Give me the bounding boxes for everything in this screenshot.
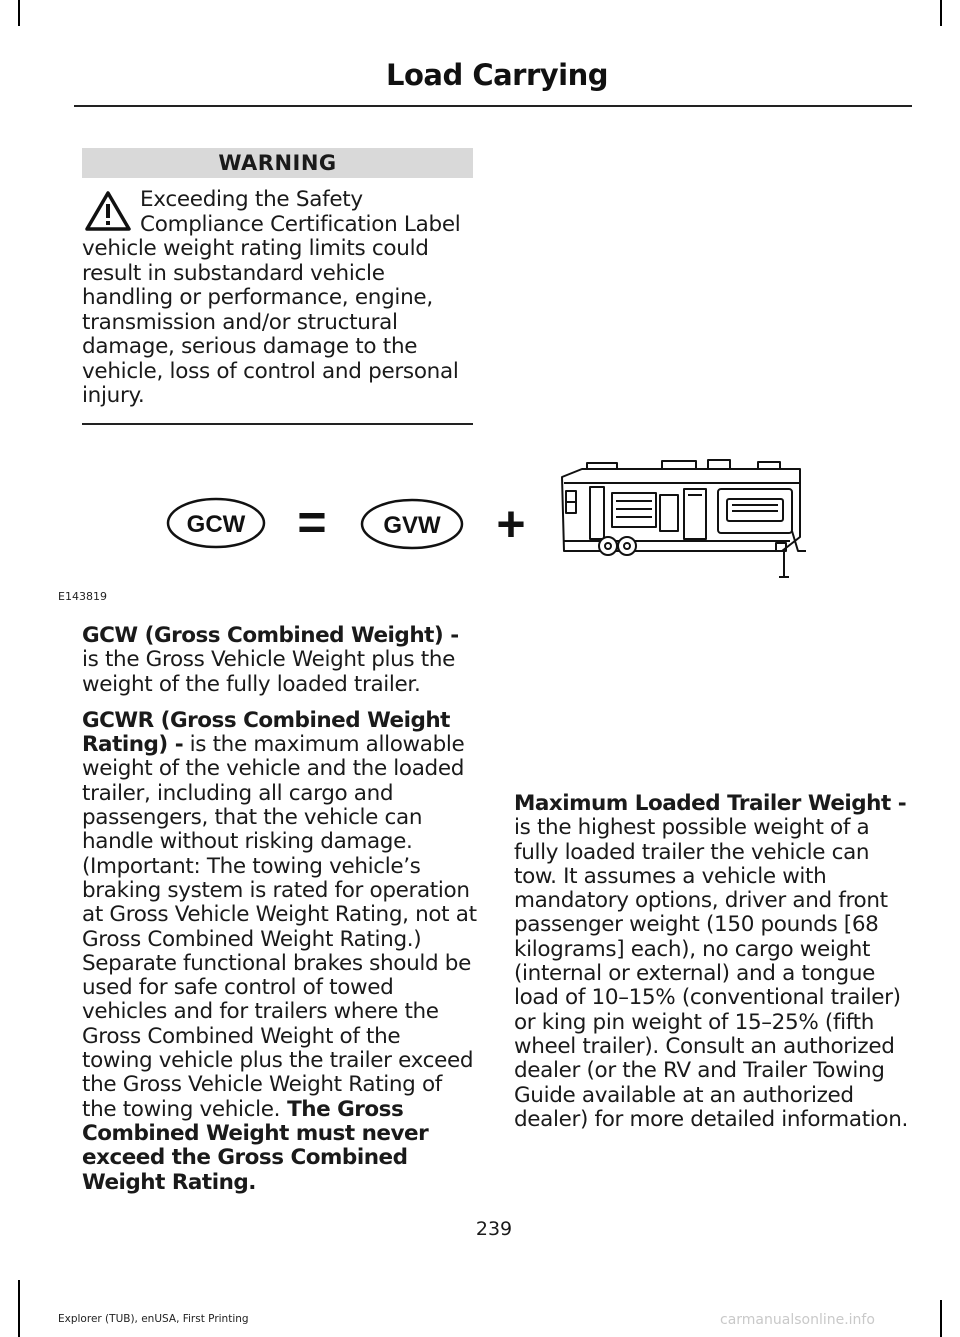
mltw-term: Maximum Loaded Trailer Weight - — [514, 791, 907, 816]
warning-triangle-icon — [84, 190, 132, 232]
definitions-right-column — [514, 624, 909, 1144]
gcwr-term: GCWR (Gross Combined Weight Rating) - — [82, 707, 450, 758]
mltw-definition — [514, 792, 909, 1132]
crop-mark-top-left — [18, 0, 20, 26]
warning-text: Exceeding the Safety Compliance Certification Label vehicle weight rating limits could result in substandard vehicle handling or performance, engine, transmission and/or structural damage, serious damage to the vehicle, loss of control and personal injury. — [82, 187, 461, 408]
gcw-text: is the Gross Vehicle Weight plus the weight of the fully loaded trailer. — [82, 647, 455, 697]
equals-sign: = — [297, 494, 327, 550]
gcwr-definition — [82, 709, 477, 1195]
figure-code: E143819 — [58, 590, 107, 603]
warning-box — [82, 148, 473, 425]
gcwr-emphasis: The Gross Combined Weight must never exceed the Gross Combined Weight Rating. — [82, 1096, 429, 1195]
gcw-definition — [82, 624, 477, 697]
page-header-title: Load Carrying — [386, 58, 609, 92]
warning-heading: WARNING — [82, 148, 473, 178]
mltw-text: is the highest possible weight of a fully loaded trailer the vehicle can tow. It assumes a vehicle with mandatory options, driver and front passenger weight (150 pounds [68 kilograms] each), no cargo weight (internal or external) and a tongue load of 10–15% (conventional trailer) or king pin weight of 15–25% (fifth wheel trailer). Consult an authorized dealer (or the RV and Trailer Towing Guide available at an authorized dealer) for more detailed information. — [514, 815, 908, 1132]
page-number: 239 — [475, 1218, 513, 1240]
definitions-left-column — [82, 624, 477, 1207]
edition-text: Explorer (TUB), enUSA, First Printing — [58, 1313, 249, 1325]
gvw-label: GVW — [383, 512, 441, 539]
gcw-label: GCW — [186, 511, 246, 538]
warning-body — [82, 188, 473, 409]
travel-trailer-icon — [562, 460, 806, 577]
plus-sign: + — [496, 496, 526, 552]
crop-mark-bottom-right — [940, 1300, 942, 1337]
crop-mark-bottom-left — [18, 1280, 20, 1337]
crop-mark-top-right — [940, 0, 942, 26]
gcw-term: GCW (Gross Combined Weight) - — [82, 623, 459, 648]
gcw-formula-figure — [82, 455, 912, 605]
header-divider — [74, 105, 912, 107]
watermark: carmanualsonline.info — [720, 1312, 875, 1328]
gcwr-text: is the maximum allowable weight of the vehicle and the loaded trailer, including all cargo and passengers, that the vehicle can handle without risking damage. (Important: The towing vehicle’s braking system is rated for operation at Gross Vehicle Weight Rating, not at Gross Combined Weight Rating.) Separate functional brakes should be used for safe control of towed vehicles and for trailers where the Gross Combined Weight of the towing vehicle plus the trailer exceed the Gross Vehicle Weight Rating of the towing vehicle. — [82, 732, 477, 1122]
warning-divider — [82, 423, 473, 425]
